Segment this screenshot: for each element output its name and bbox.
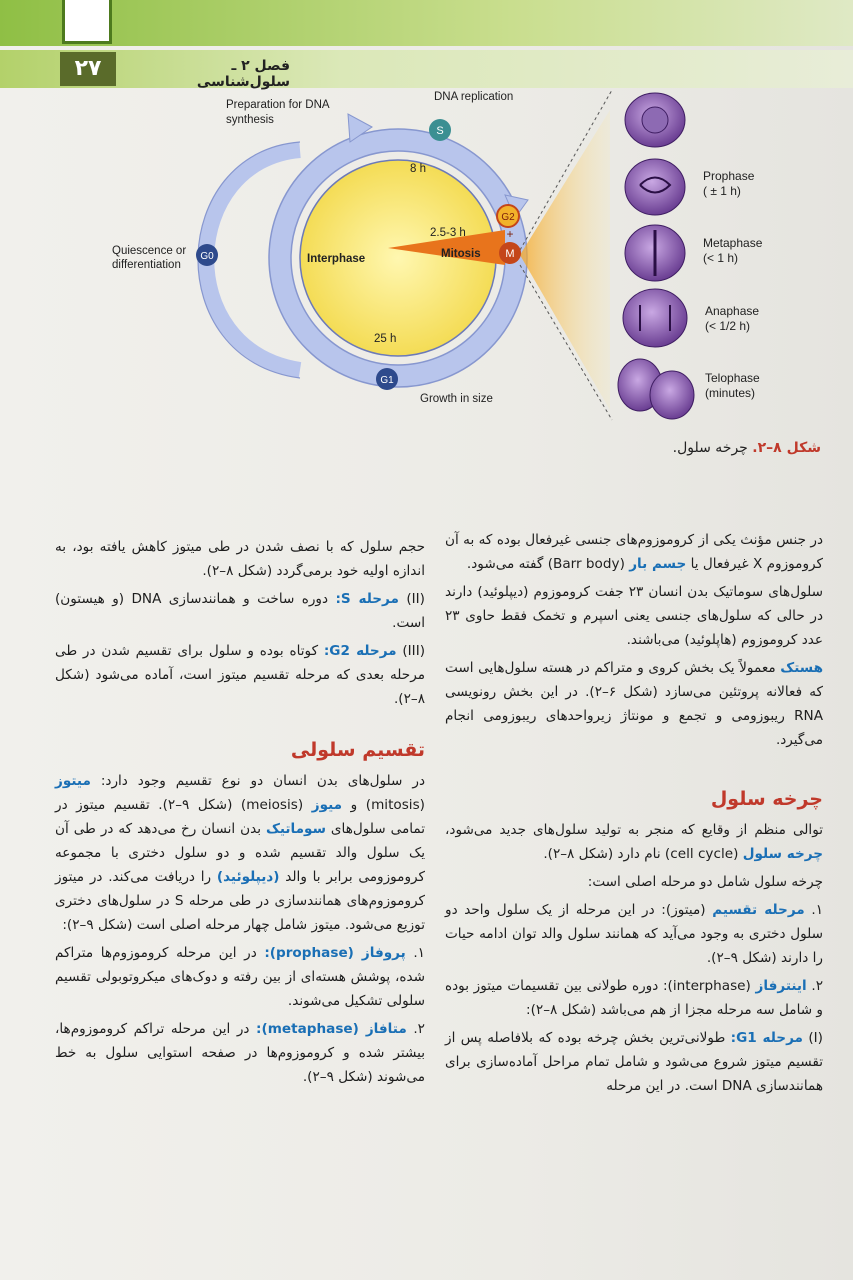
cell-cycle-term: چرخه سلول [742,846,823,862]
g0-label: G0 [200,251,214,262]
metaphase-time: (< 1 h) [703,251,739,265]
mitosis-label: Mitosis [441,248,481,260]
s-label: S [436,125,444,137]
quiescence-label-1: Quiescence or [112,245,187,257]
caption-number: شکل ۸–۲. [752,440,821,456]
prophase-cell [625,159,685,215]
caption-text: چرخه سلول. [672,440,753,456]
left-column [55,535,425,1093]
prophase-time: ( ± 1 h) [703,184,741,198]
chapter-title: فصل ۲ ـ سلول‌شناسی [196,58,290,90]
barr-body-paragraph: در جنس مؤنث یکی از کروموزوم‌های جنسی غیرفعال بوده که به آن کروموزوم X غیرفعال یا جسم بار (Barr body) گفته می‌شود. [445,532,823,572]
page-header [0,0,853,90]
cell-cycle-figure [0,90,853,490]
header-box [62,0,112,44]
header-bar [0,50,853,88]
list-item-s: (II) مرحله S: دوره ساخت و همانندسازی DNA (و هیستون) است. [55,591,425,631]
metaphase-cell [625,225,685,281]
chromosome-paragraph: سلول‌های سوماتیک بدن انسان ۲۳ جفت کروموزوم (دیپلوئید) دارند در حالی که سلول‌های جنسی یعنی اسپرم و تخمک فقط حاوی ۲۳ عدد کروموزوم (هاپلوئید) می‌باشند. [445,584,823,648]
nucleolus-term: هستک [780,660,824,676]
cell-cycle-paragraph: توالی منظم از وقایع که منجر به تولید سلول‌های جدید می‌شود، چرخه سلول (cell cycle) نام دارد (شکل ۸–۲). [445,822,823,862]
barr-body-term: جسم بار [629,556,687,572]
prophase-name: Prophase [703,169,755,183]
telophase-cell [618,359,694,419]
telophase-name: Telophase [705,371,760,385]
nucleolus-paragraph: هستک معمولاً یک بخش کروی و متراکم در هسته سلول‌هایی است که فعالانه پروتئین می‌سازد (شکل ۶–۲). در این بخش رونویسی RNA ریبوزومی و تجمع و مونتاژ زیرواحدهای ریبوزومی انجام می‌گیرد. [445,660,824,748]
cell-division-heading: تقسیم سلولی [290,739,425,761]
list-item-g2: (III) مرحله G2: کوتاه بوده و سلول برای تقسیم شدن در طی مرحله بعدی که مرحله تقسیم میتوز است، آماده می‌شود (شکل ۸–۲). [55,643,426,707]
anaphase-name: Anaphase [705,304,760,318]
m-label: M [505,248,515,260]
header-green-band [0,0,853,46]
dna-replication-label: DNA replication [434,91,514,103]
metaphase-name: Metaphase [703,236,763,250]
g1-label: G1 [380,375,394,386]
list-item-prophase: ۱. پروفاز (prophase): در این مرحله کروموزوم‌ها متراکم شده، پوشش هسته‌ای از بین رفته و دوک‌های میکروتوبولی تقسیم سلولی تشکیل می‌شوند. [55,945,425,1009]
mitosis-beam [520,110,610,410]
interphase-label: Interphase [307,253,366,265]
interphase-cell [625,93,685,147]
two-phases-paragraph: چرخه سلول شامل دو مرحله اصلی است: [587,874,823,890]
anaphase-cell [623,289,687,347]
list-item-g1: (I) مرحله G1: طولانی‌ترین بخش چرخه بوده که بلافاصله پس از تقسیم میتوز شروع می‌شود و شامل تمام مراحل آماده‌سازی برای همانندسازی DNA است. در این مرحله [445,1030,823,1094]
page-number: ۲۷ [60,52,116,86]
cell-cycle-heading: چرخه سلول [710,788,823,810]
list-item-interphase: ۲. اینترفاز (interphase): دوره طولانی بین تقسیمات میتوز بوده و شامل سه مرحله مجزا از هم می‌باشد (شکل ۸–۲): [445,978,823,1018]
list-item-metaphase: ۲. متافاز (metaphase): در این مرحله تراکم کروموزوم‌ها، بیشتر شده و کروموزوم‌ها در صفحه استوایی سلول به خط می‌شوند (شکل ۹–۲). [55,1021,425,1085]
h253-label: 2.5-3 h [430,227,466,239]
list-item-division: ۱. مرحله تقسیم (میتوز): در این مرحله از یک سلول واحد دو سلول دختری به وجود می‌آید که همانند سلول والد توان ادامه حیات را دارند (شکل ۹–۲). [445,902,823,966]
plus-label: + [506,227,514,241]
h25-label: 25 h [374,333,397,345]
growth-label: Growth in size [420,393,493,405]
right-column [445,528,823,1102]
h8-label: 8 h [410,163,426,175]
volume-paragraph: حجم سلول که با نصف شدن در طی میتوز کاهش یافته بود، به اندازه اولیه خود برمی‌گردد (شکل ۸–۲). [55,539,425,579]
prep-dna-label-1: Preparation for DNA [226,99,330,111]
g2-label: G2 [501,212,515,223]
telophase-time: (minutes) [705,386,756,400]
quiescence-label-2: differentiation [112,259,181,271]
division-paragraph: در سلول‌های بدن انسان دو نوع تقسیم وجود دارد: میتوز (mitosis) و میوز (meiosis) (شکل ۹–۲). تقسیم میتوز در تمامی سلول‌های سوماتیک بدن انسان رخ می‌دهد که در طی آن یک سلول والد تقسیم شده و دو سلول دختری با مجموعه کروموزومی برابر با والد (دیپلوئید) را دریافت می‌کند. در میتوز کروموزوم‌های همانندسازی در طی مرحله S در سلول‌های دختری توزیع می‌شود. میتوز شامل چهار مرحله اصلی است (شکل ۹–۲): [55,773,426,933]
prep-dna-label-2: synthesis [226,114,274,126]
figure-caption [673,440,821,456]
anaphase-time: (< 1/2 h) [705,319,751,333]
